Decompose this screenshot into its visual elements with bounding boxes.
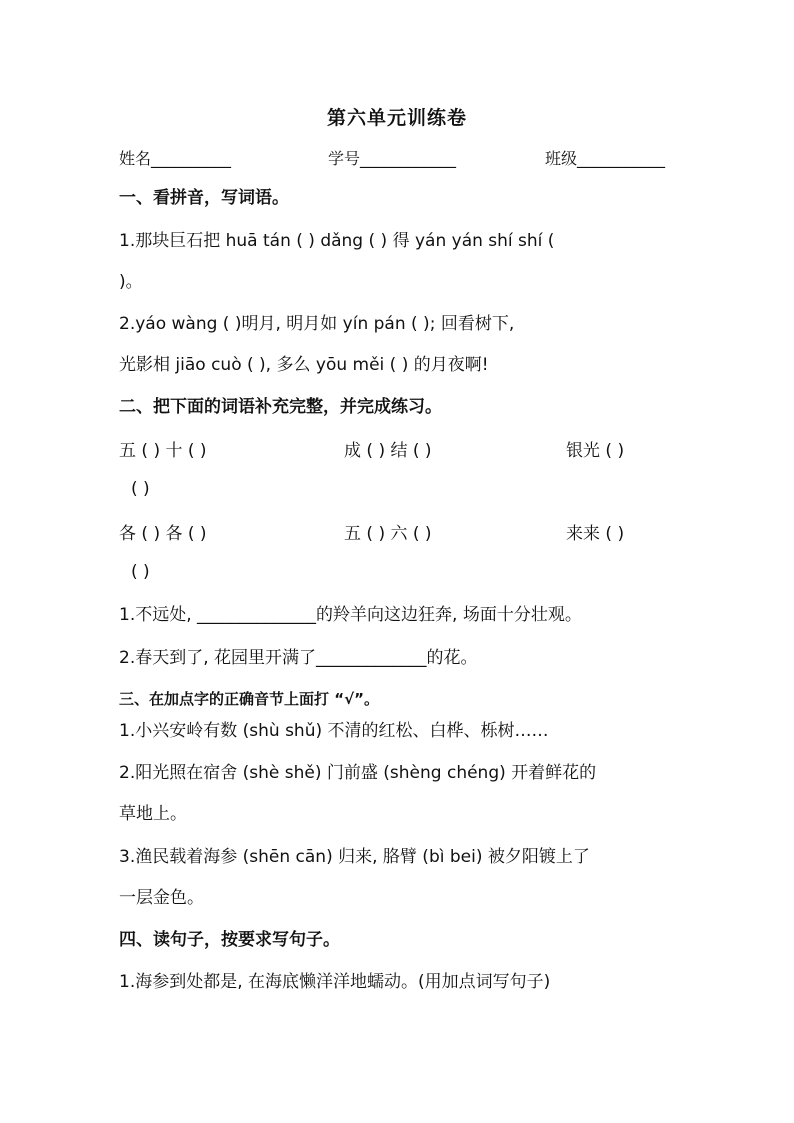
class-field[interactable]: 班级___________ [545, 149, 666, 168]
idiom-row-2-tail[interactable]: ( ) [131, 562, 150, 582]
idiom-row-2 [119, 519, 679, 543]
s3-question-3-line-2: 一层金色。 [119, 888, 204, 908]
s2-question-1: 1.不远处, ______________的羚羊向这边狂奔, 场面十分壮观。 [119, 605, 582, 625]
student-number-field[interactable]: 学号____________ [328, 149, 457, 168]
idiom-fill-2[interactable]: 成 ( ) 结 ( ) [344, 441, 432, 461]
idiom-fill-3[interactable]: 银光 ( ) [566, 441, 625, 461]
s1-question-2-line-1: 2.yáo wàng ( )明月, 明月如 yín pán ( ); 回看树下, [119, 314, 515, 334]
s1-question-1-line-1: 1.那块巨石把 huā tán ( ) dǎng ( ) 得 yán yán shí shí ( [119, 231, 555, 251]
idiom-fill-6[interactable]: 来来 ( ) [566, 524, 625, 544]
section-2-heading: 二、把下面的词语补充完整，并完成练习。 [119, 397, 442, 417]
idiom-row-1 [119, 436, 679, 460]
s1-question-2-line-2: 光影相 jiāo cuò ( ), 多么 yōu měi ( ) 的月夜啊! [119, 355, 489, 375]
idiom-fill-1[interactable]: 五 ( ) 十 ( ) [119, 441, 207, 461]
idiom-row-1-tail[interactable]: ( ) [131, 479, 150, 499]
s3-question-2-line-1: 2.阳光照在宿舍 (shè shě) 门前盛 (shèng chéng) 开着鲜花的 [119, 763, 597, 783]
s2-question-2: 2.春天到了, 花园里开满了_____________的花。 [119, 648, 478, 668]
s1-question-1-line-2: )。 [119, 272, 143, 292]
section-3-heading: 三、在加点字的正确音节上面打 “√”。 [119, 690, 379, 708]
page-title: 第六单元训练卷 [326, 107, 467, 129]
s4-question-1: 1.海参到处都是, 在海底懒洋洋地蠕动。(用加点词写句子) [119, 972, 551, 992]
section-1-heading: 一、看拼音，写词语。 [119, 188, 289, 208]
s3-question-1: 1.小兴安岭有数 (shù shǔ) 不清的红松、白桦、栎树…… [119, 721, 549, 741]
s3-question-2-line-2: 草地上。 [119, 804, 187, 824]
idiom-fill-4[interactable]: 各 ( ) 各 ( ) [119, 524, 207, 544]
s3-question-3-line-1: 3.渔民载着海参 (shēn cān) 归来, 胳臂 (bì bei) 被夕阳镀上了 [119, 847, 590, 867]
name-field[interactable]: 姓名__________ [119, 149, 232, 168]
section-4-heading: 四、读句子，按要求写句子。 [119, 930, 340, 950]
idiom-fill-5[interactable]: 五 ( ) 六 ( ) [344, 524, 432, 544]
